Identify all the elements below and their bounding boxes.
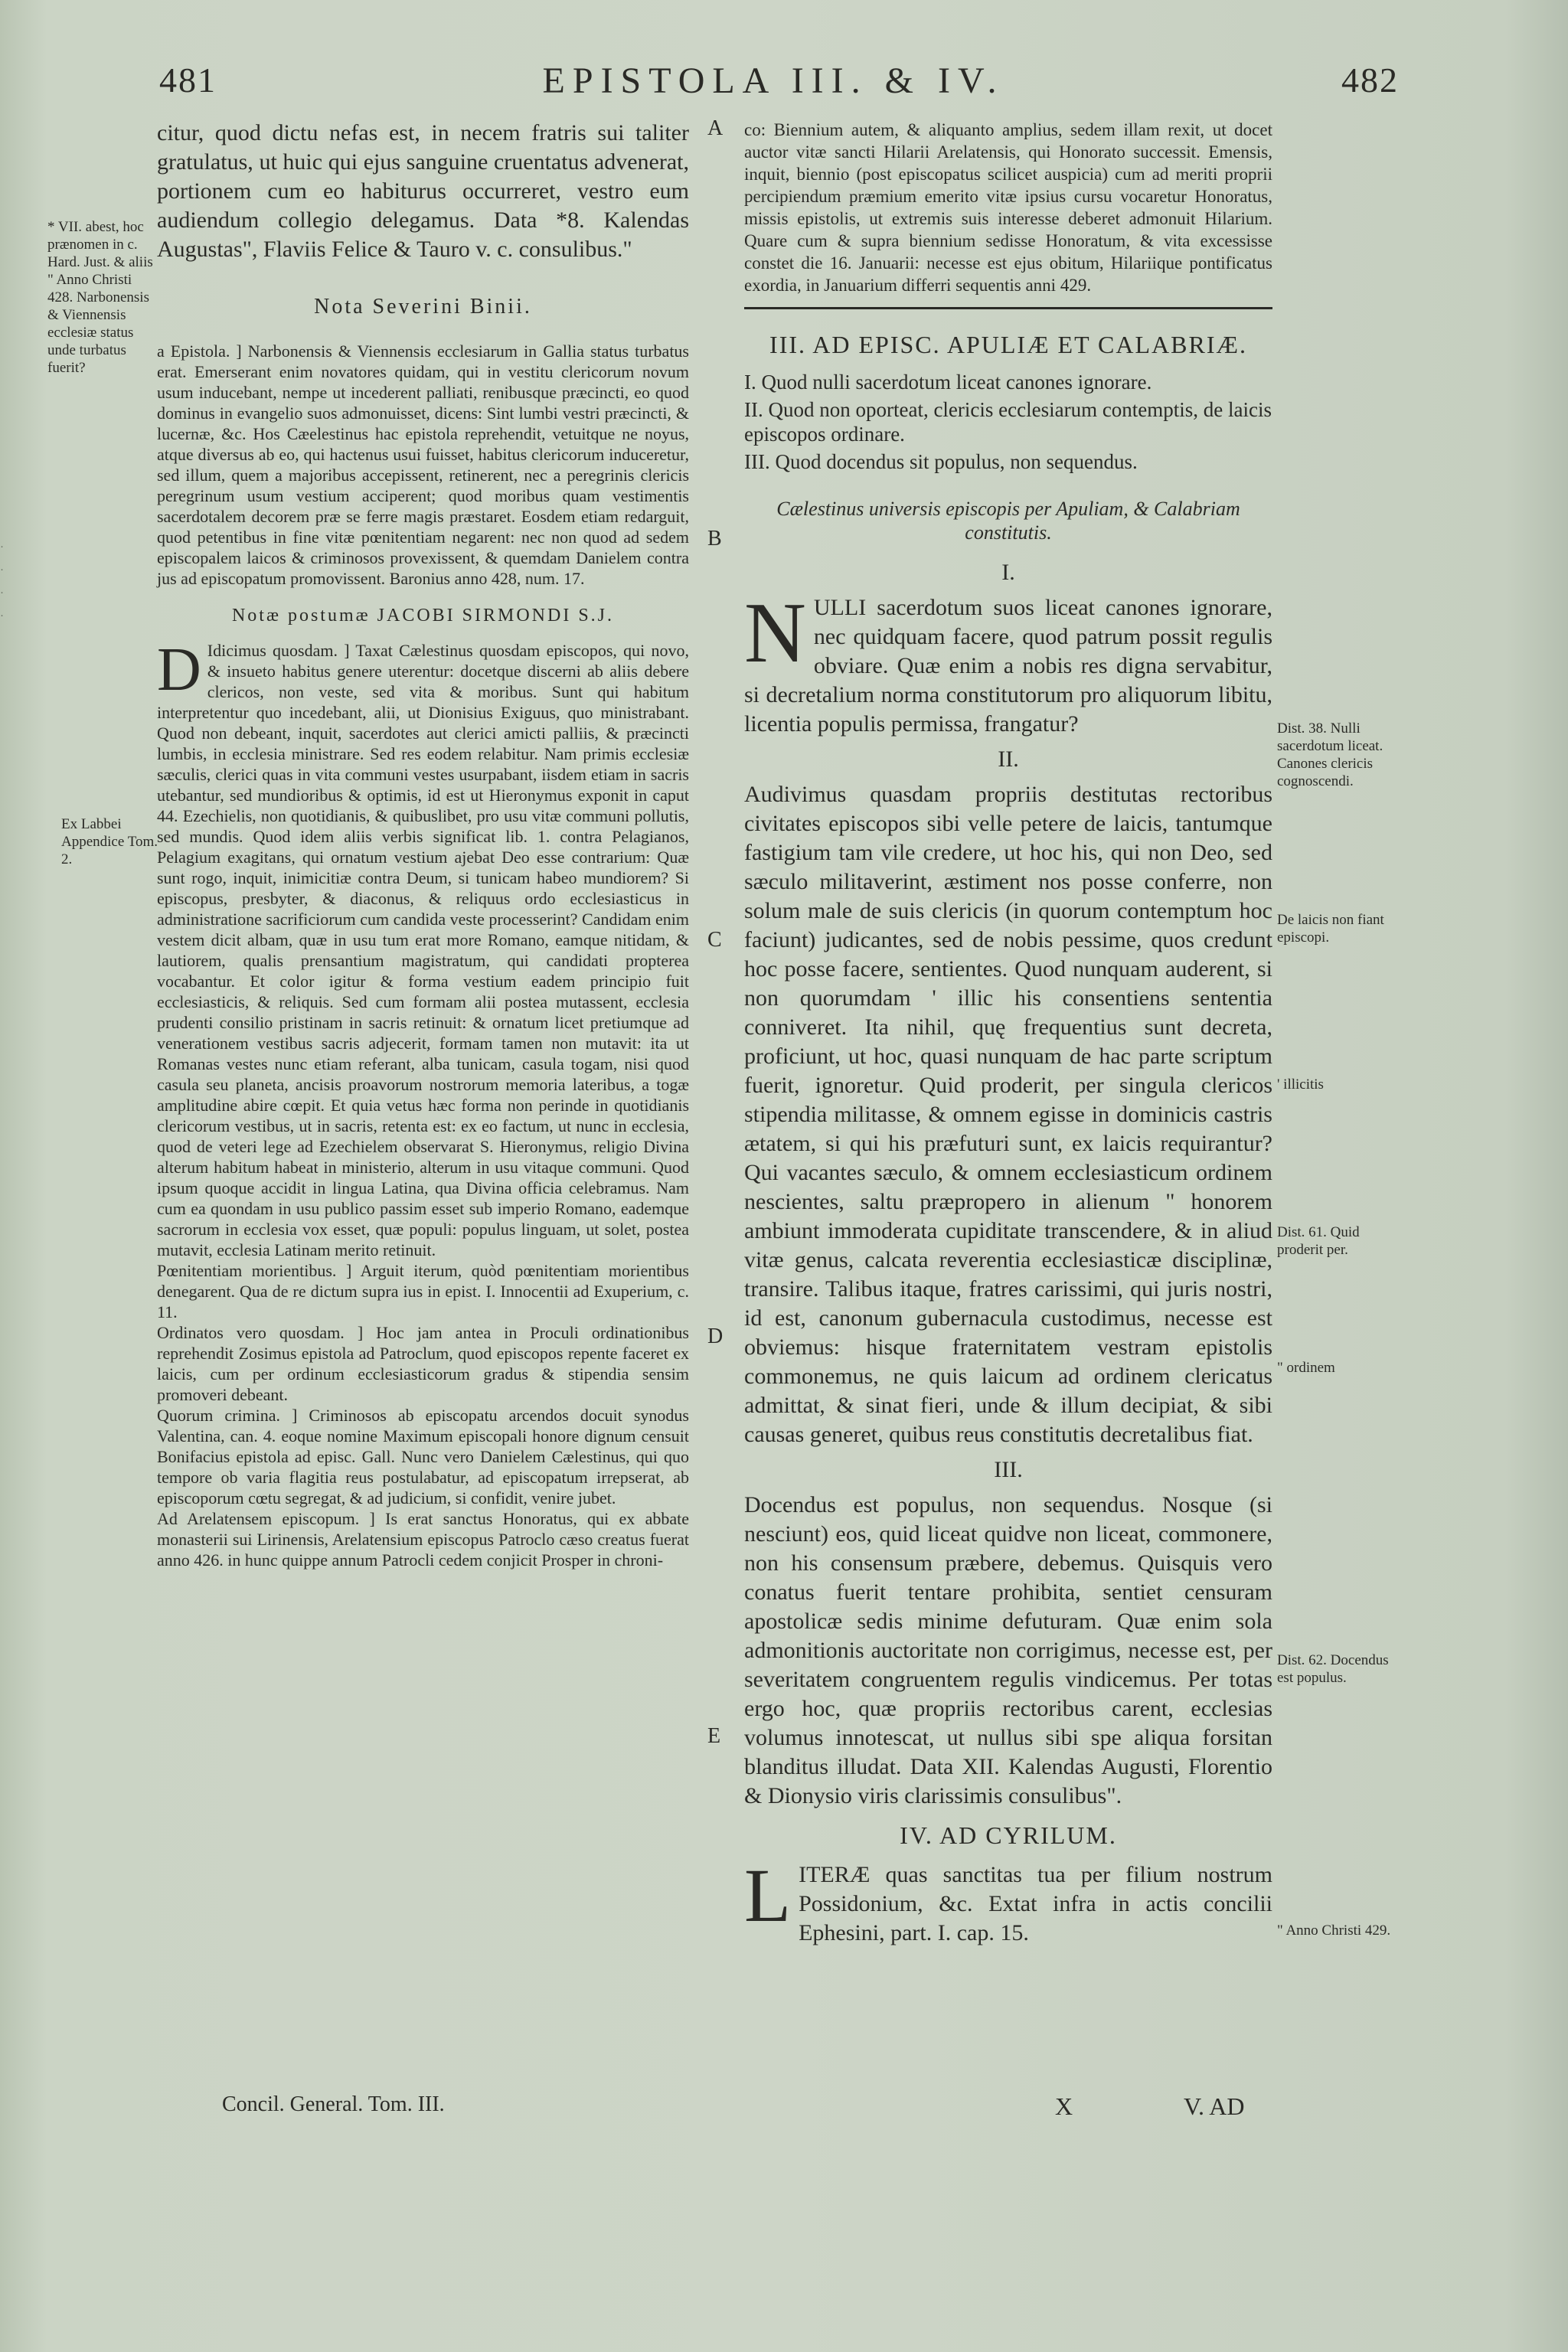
margin-note-labbe: Ex Labbei Appendice Tom. 2. — [61, 816, 158, 867]
section-4-title: IV. AD CYRILUM. — [900, 1821, 1117, 1849]
divider-rule — [744, 307, 1272, 309]
nota-binii-title: Nota Severini Binii. — [314, 295, 532, 318]
capitula-list — [744, 370, 1272, 474]
bleed-through-text: · · · · — [0, 541, 4, 622]
siglum-a: A — [707, 116, 724, 140]
letter-ending: citur, quod dictu nefas est, in necem fratris sui taliter gratulatus, ut huic qui ejus sanguine cruentatus advenerat, portionem cum eo habiturus occurreret, vestro eum audiendum collegio delegamus. Data *8. Kalendas Augustas", Flaviis Felice & Tauro v. c. consulibus." — [157, 120, 689, 262]
page-number-right: 482 — [1341, 60, 1399, 100]
capitulum-3: III. Quod docendus sit populus, non sequendus. — [744, 450, 1138, 473]
margin-note-anno: * VII. abest, hoc prænomen in c. Hard. Just. & aliis " Anno Christi 428. Narbonensis & Viennensis ecclesiæ status unde turbatus fuerit? — [47, 219, 153, 376]
salutation: Cælestinus universis episcopis per Apuliam, & Calabriam constitutis. — [776, 498, 1240, 544]
margin-note-ordinem: " ordinem — [1277, 1360, 1335, 1376]
note-ordinatos: Ordinatos vero quosdam. ] Hoc jam antea in Proculi ordinationibus reprehendit Zosimus epistola ad Patroclum, quod episcopos repente faceret ex laicis, cum per ordinum ecclesiasticorum gradus & stipendia sensim promoveri debeant. — [157, 1323, 689, 1404]
chapter-4-text: LITERÆ quas sanctitas tua per filium nostrum Possidonium, &c. Extat infra in actis concilii Ephesini, part. I. cap. 15. — [744, 1853, 1272, 1945]
drop-cap-l: L — [744, 1853, 792, 1938]
right-column — [744, 119, 1272, 1948]
chapter-1-text: NULLI sacerdotum suos liceat canones ignorare, nec quidquam facere, quod patrum possit regulis obviare. Quæ enim a nobis res digna servabitur, si decretalium norma constitutorum pro aliquorum libitu, licentia populis permissa, frangatur? — [744, 586, 1272, 737]
note-quorum-crimina: Quorum crimina. ] Criminosos ab episcopatu arcendos docuit synodus Valentina, can. 4. eoque nomine Maximum episcopali honore dignum censuit Bonifacius epistola ad episc. Gall. Nunc vero Danielem Cælestinus, qui quo tempore ob varia flagitia reus postulabatur, ad episcopatum irrepserat, ab episcoporum cœtu segregat, & ad judicium, si confidit, venire jubet. — [157, 1406, 689, 1508]
note-continued: co: Biennium autem, & aliquanto amplius, sedem illam rexit, ut docet auctor vitæ sancti Hilarii Arelatensis, qui Honorato successit. Emensis, inquit, biennio (post episcopatus scilicet auspicia) cum ad meriti proprii percipiendum præmium emerito vitæ ipsius cursu vocaretur Honoratus, missis epistolis, ut extremis suis interesse deberet admonuit Hilarium. Quare cum & supra biennium sedisse Honoratum, & vita excessisse constet die 16. Januarii: necesse est ejus obitum, Hilariique pontificatus exordia, in Januarium differri sequentis anni 429. — [744, 120, 1272, 295]
margin-note-anno-429: " Anno Christi 429. — [1277, 1922, 1391, 1939]
section-3-title: III. AD EPISC. APULIÆ ET CALABRIÆ. — [769, 331, 1247, 358]
chapter-number-2: II. — [998, 746, 1019, 772]
note-poenitentiam: Pœnitentiam morientibus. ] Arguit iterum, quòd pœnitentiam morientibus denegarent. Qua de re dictum supra ius in epist. I. Innocentii ad Exuperium, c. 11. — [157, 1261, 689, 1321]
running-title: EPISTOLA III. & IV. — [542, 60, 1004, 101]
page-number-left: 481 — [159, 60, 217, 100]
catchword: V. AD — [1184, 2092, 1245, 2120]
left-column — [157, 119, 689, 1570]
margin-note-dist-62: Dist. 62. Docendus est populus. — [1277, 1652, 1389, 1686]
margin-note-dist-61: Dist. 61. Quid proderit per. — [1277, 1224, 1360, 1258]
footer-volume: Concil. General. Tom. III. — [222, 2092, 445, 2116]
notae-sirmondi-title: Notæ postumæ JACOBI SIRMONDI S.J. — [231, 606, 615, 626]
chapter-number-3: III. — [994, 1457, 1023, 1482]
drop-cap-n: N — [744, 586, 806, 681]
margin-note-dist-38: Dist. 38. Nulli sacerdotum liceat. Canones clericis cognoscendi. — [1277, 720, 1383, 789]
margin-note-de-laicis: De laicis non fiant episcopi. — [1277, 912, 1384, 946]
siglum-c: C — [707, 928, 722, 952]
chapter-number-1: I. — [1001, 560, 1015, 585]
capitulum-2: II. Quod non oporteat, clericis ecclesiarum contemptis, de laicis episcopos ordinare. — [744, 398, 1272, 446]
note-arelatensem: Ad Arelatensem episcopum. ] Is erat sanctus Honoratus, qui ex abbate monasterii sui Lirinensis, Arelatensium episcopus Patroclo cæso creatus fuerat anno 426. in hunc quippe annum Patrocli cedem conjicit Prosper in chroni- — [157, 1509, 689, 1570]
chapter-3-text: Docendus est populus, non sequendus. Nosque (si nesciunt) eos, quid liceat quidve non liceat, commonere, non his consensum præbere, debemus. Quisquis vero conatus fuerit tentare prohibita, sentiet censuram apostolicæ sedis minime defuturam. Quæ enim sola admonitionis auctoritate non corrigimus, necesse est, per severitatem congruentem regulis vindicemus. Per totas ergo hoc, quæ propriis rectoribus carent, ecclesias volumus innotescat, ut nullus sibi spe aliqua forsitan blanditus illudat. Data XII. Kalendas Augusti, Florentio & Dionysio viris clarissimis consulibus". — [744, 1492, 1272, 1808]
siglum-d: D — [707, 1325, 724, 1348]
chapter-2-text: Audivimus quasdam propriis destitutas rectoribus civitates episcopos sibi velle petere de laicis, tantumque fastigium tam vile credere, ut hoc his, qui non Deo, sed sæculo militaverint, æstiment nos posse conferre, non solum male de suis clericis (in quorum contemptum hoc faciunt) judicantes, sed de nobis pessime, quos credunt hoc posse facere, sentientes. Quod nunquam auderent, si non quorumdam ' illic his consentiens sententia conniveret. Ita nihil, quę frequentius sunt decreta, proficiunt, ut hoc, quasi nunquam de hac parte scriptum fuerit, ignoretur. Quid proderit, per singula clericos stipendia militasse, & omnem egisse in dominicis castris ætatem, si qui his præfuturi sunt, ex laicis requirantur? Qui vacantes sæculo, & omnem ecclesiasticum ordinem nescientes, saltu præpropero in alienum " honorem ambiunt immoderata cupiditate transcendere, & in aliud vitæ genus, calcata reverentia ecclesiasticæ disciplinæ, transire. Talibus itaque, fratres carissimi, qui juris nostri, id est, canonum gubernacula custodimus, necesse est obviemus: hisque fraternitatem vestram epistolis commonemus, ne quis laicum ad ordinem clericatus admittat, & sinat fieri, unde & illum decipiat, & sibi causas generet, quibus reus constitutis decretalibus fiat. — [744, 782, 1272, 1447]
notae-sirmondi-text: D Idicimus quosdam. ] Taxat Cælestinus quosdam episcopos, qui novo, & insueto habitus genere uterentur: docetque discerni ab aliis debere clericos, non veste, sed vita & moribus. Sunt qui habitum interpretentur quo incedebant, alii, ut Dionisius Exiguus, quo ministrabant. Quod non debeant, inquit, sacerdotes aut clerici amicti palliis, & præcincti lumbis, in ecclesia ministrare. Sed res eodem relabitur. Nam primis ecclesiæ sæculis, clerici quas in vita communi vestes usurpabant, iisdem etiam in sacris utebantur, sed mundioribus & optimis, id est ut Hieronymus exponit in caput 44. Ezechielis, non quotidianis, & quibuslibet, pro usu vitæ communi pollutis, sed mundis. Quod idem aliis verbis significat lib. 1. contra Pelagianos, Pelagium exagitans, qui ornatum vestium ajebat Deo esse contrarium: Quæ sunt rogo, inquit, inimicitiæ contra Deum, si tunicam habeo mundiorem? Si episcopus, presbyter, & diaconus, & reliquus ordo ecclesiasticus in administratione sacrificiorum cum candida veste processerint? Candidam enim vestem dicit albam, quæ in usu tum erat more Romano, eamque nitidam, & lautiorem, qualis prensantium magistratum, qui candidati propterea vocabantur. Et color igitur & forma vestium eadem principio fuit ecclesiasticis, & reliquis. Sed cum formam alii postea mutassent, ecclesia prudenti consilio pristinam in sacris retinuit: & ornatum licet pretiumque ad venerationem vestibus sacris adjecerit, formam tamen non mutavit: ita ut Romanas vestes nunc etiam referant, alba tunicam, casula togam, nisi quod casula seu planeta, ancisis proavorum nostrorum memoria lateribus, a togæ amplitudine abire cœpit. Et quia vetus hæc forma non perinde in quotidianis clericorum vestibus, ut in sacris, retenta est: ex eo factum, ut nunc in ecclesia, quod de veteri lege ad Ezechielem observarat S. Hieronymus, religio Divina alterum habitum habeat in ministerio, alterum in usu vitaque communi. Quod ipsum quoque accidit in lingua Latina, qua Divina officia celebramus. Nam cum ea quondam in usu publico passim esset sub imperio Romano, eademque sacrorum in ecclesia vox esset, quæ populi: populus linguam, ut solet, postea mutavit, ecclesia Latinam merito retinuit. — [157, 636, 689, 1259]
nota-binii-text: a Epistola. ] Narbonensis & Viennensis ecclesiarum in Gallia status turbatus erat. Emerserant enim novatores quidam, qui in vestitu clericorum novum usum inducebant, nempe ut incederent palliati, renibusque præcincti, eo quod dominus in evangelio suos admonuisset, dicens: Sint lumbi vestri præcincti, & lucernæ, &c. Hos Cæelestinus hac epistola reprehendit, vetuitque ne noyus, atque diversus ab eo, qui hactenus usui fuisset, habitus clericorum induceretur, sed illum, quem a majoribus accepissent, retinerent, nec a peregrinis clericis peregrinum usum vestium acciperent; quod moribus quam vestimentis sacerdotalem decorem præ se ferre magis præstaret. Eosdem etiam redarguit, quod petentibus in fine vitæ pœnitentiam negarent: nec non quod ad sedem episcopalem laicos & criminosos provexissent, & quemdam Danielem contra jus ad episcopatum promovissent. Baronius anno 428, num. 17. — [157, 341, 689, 588]
siglum-e: E — [707, 1724, 721, 1748]
margin-note-illicitis: ' illicitis — [1277, 1076, 1324, 1093]
signature-mark: X — [1055, 2092, 1073, 2120]
capitulum-1: I. Quod nulli sacerdotum liceat canones ignorare. — [744, 371, 1152, 394]
siglum-b: B — [707, 527, 722, 550]
drop-cap-d: D — [157, 636, 201, 704]
